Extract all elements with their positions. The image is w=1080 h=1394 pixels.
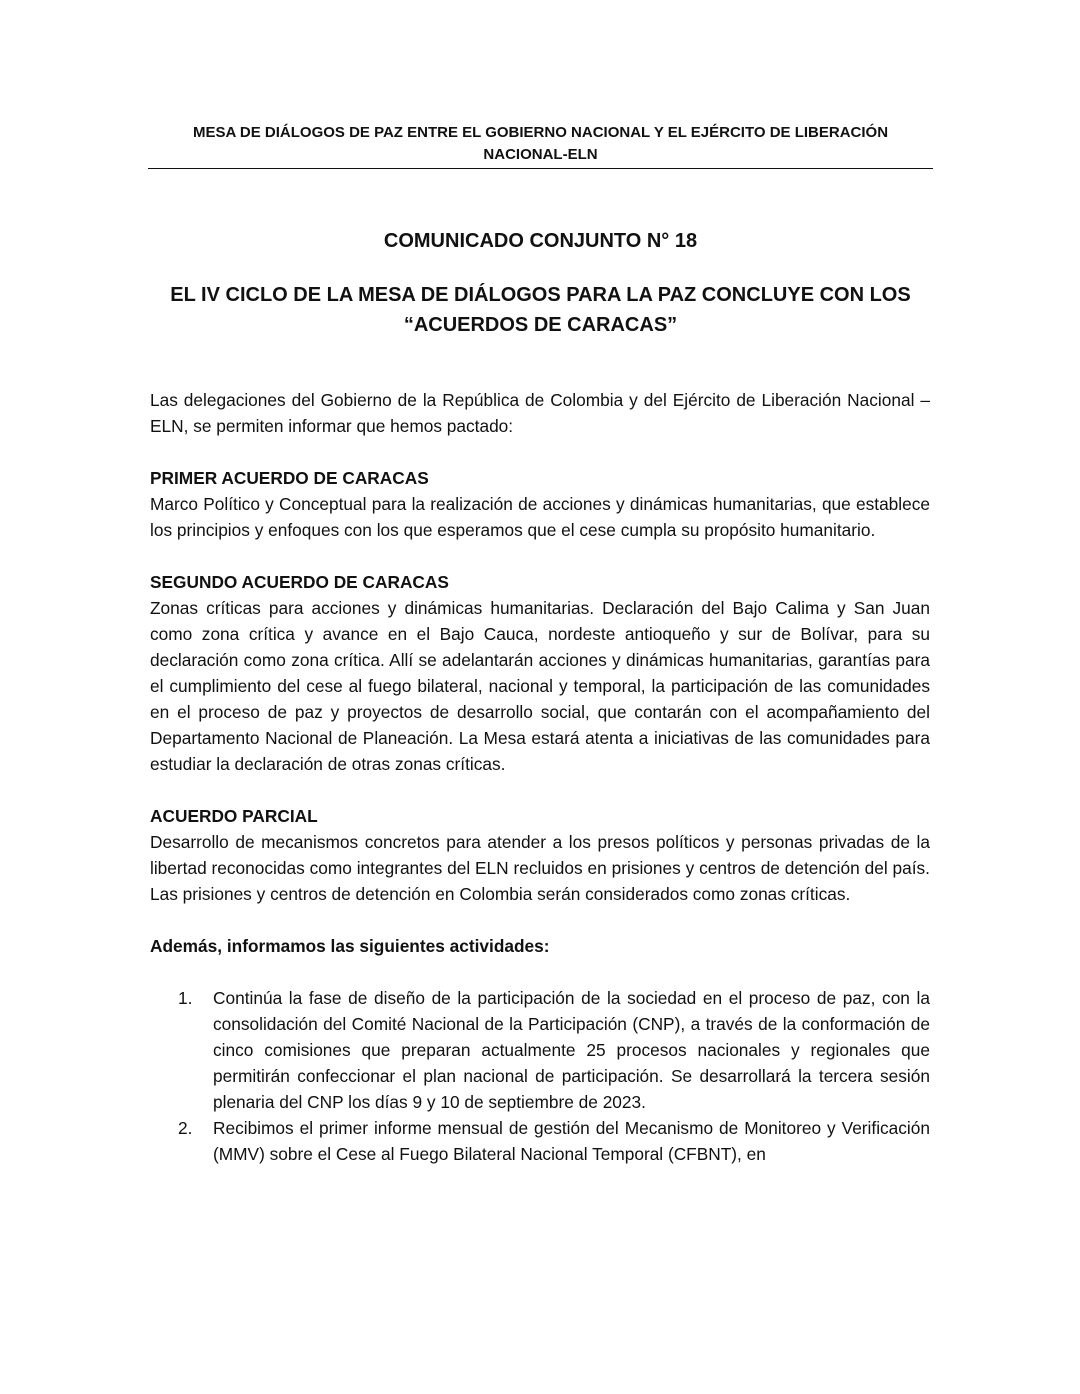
title-line-1: EL IV CICLO DE LA MESA DE DIÁLOGOS PARA LA PAZ CONCLUYE CON LOS <box>170 284 911 306</box>
section-heading-primer: PRIMER ACUERDO DE CARACAS <box>150 468 429 488</box>
list-item-text: Recibimos el primer informe mensual de gestión del Mecanismo de Monitoreo y Verificación (MMV) sobre el Cese al Fuego Bilateral Nacional Temporal (CFBNT), en <box>213 1118 930 1164</box>
activities-list <box>150 985 930 1167</box>
header-line-1: MESA DE DIÁLOGOS DE PAZ ENTRE EL GOBIERNO NACIONAL Y EL EJÉRCITO DE LIBERACIÓN <box>192 124 889 141</box>
intro-paragraph: Las delegaciones del Gobierno de la República de Colombia y del Ejército de Liberación Nacional – ELN, se permiten informar que hemos pactado: <box>150 390 930 436</box>
section-heading-parcial: ACUERDO PARCIAL <box>150 806 318 826</box>
communique-number: COMUNICADO CONJUNTO N° 18 <box>383 230 698 252</box>
section-text-segundo: Zonas críticas para acciones y dinámicas humanitarias. Declaración del Bajo Calima y San Juan como zona crítica y avance en el Bajo Cauca, nordeste antioqueño y sur de Bolívar, para su declaración como zona crítica. Allí se adelantarán acciones y dinámicas humanitarias, garantías para el cumplimiento del cese al fuego bilateral, nacional y temporal, la participación de las comunidades en el proceso de paz y proyectos de desarrollo social, que contarán con el acompañamiento del Departamento Nacional de Planeación. La Mesa estará atenta a iniciativas de las comunidades para estudiar la declaración de otras zonas críticas. <box>150 598 930 774</box>
list-item <box>178 985 930 1115</box>
document-title <box>148 280 933 340</box>
list-item-text: Continúa la fase de diseño de la participación de la sociedad en el proceso de paz, con la consolidación del Comité Nacional de la Participación (CNP), a través de la conformación de cinco comisiones que preparan actualmente 25 procesos nacionales y regionales que permitirán confeccionar el plan nacional de participación. Se desarrollará la tercera sesión plenaria del CNP los días 9 y 10 de septiembre de 2023. <box>213 988 930 1112</box>
header-line-2: NACIONAL-ELN <box>483 146 598 163</box>
document-header <box>148 122 933 166</box>
list-item-number: 1. <box>178 988 193 1008</box>
title-line-2: “ACUERDOS DE CARACAS” <box>403 314 678 336</box>
section-heading-segundo: SEGUNDO ACUERDO DE CARACAS <box>150 572 449 592</box>
document-body <box>150 387 930 1167</box>
header-divider <box>148 168 933 169</box>
section-text-parcial: Desarrollo de mecanismos concretos para atender a los presos políticos y personas privadas de la libertad reconocidas como integrantes del ELN recluidos en prisiones y centros de detención del país. Las prisiones y centros de detención en Colombia serán considerados como zonas críticas. <box>150 832 930 904</box>
list-item <box>178 1115 930 1167</box>
list-item-number: 2. <box>178 1118 193 1138</box>
activities-heading: Además, informamos las siguientes actividades: <box>150 936 550 956</box>
section-text-primer: Marco Político y Conceptual para la realización de acciones y dinámicas humanitarias, que establece los principios y enfoques con los que esperamos que el cese cumpla su propósito humanitario. <box>150 494 930 540</box>
